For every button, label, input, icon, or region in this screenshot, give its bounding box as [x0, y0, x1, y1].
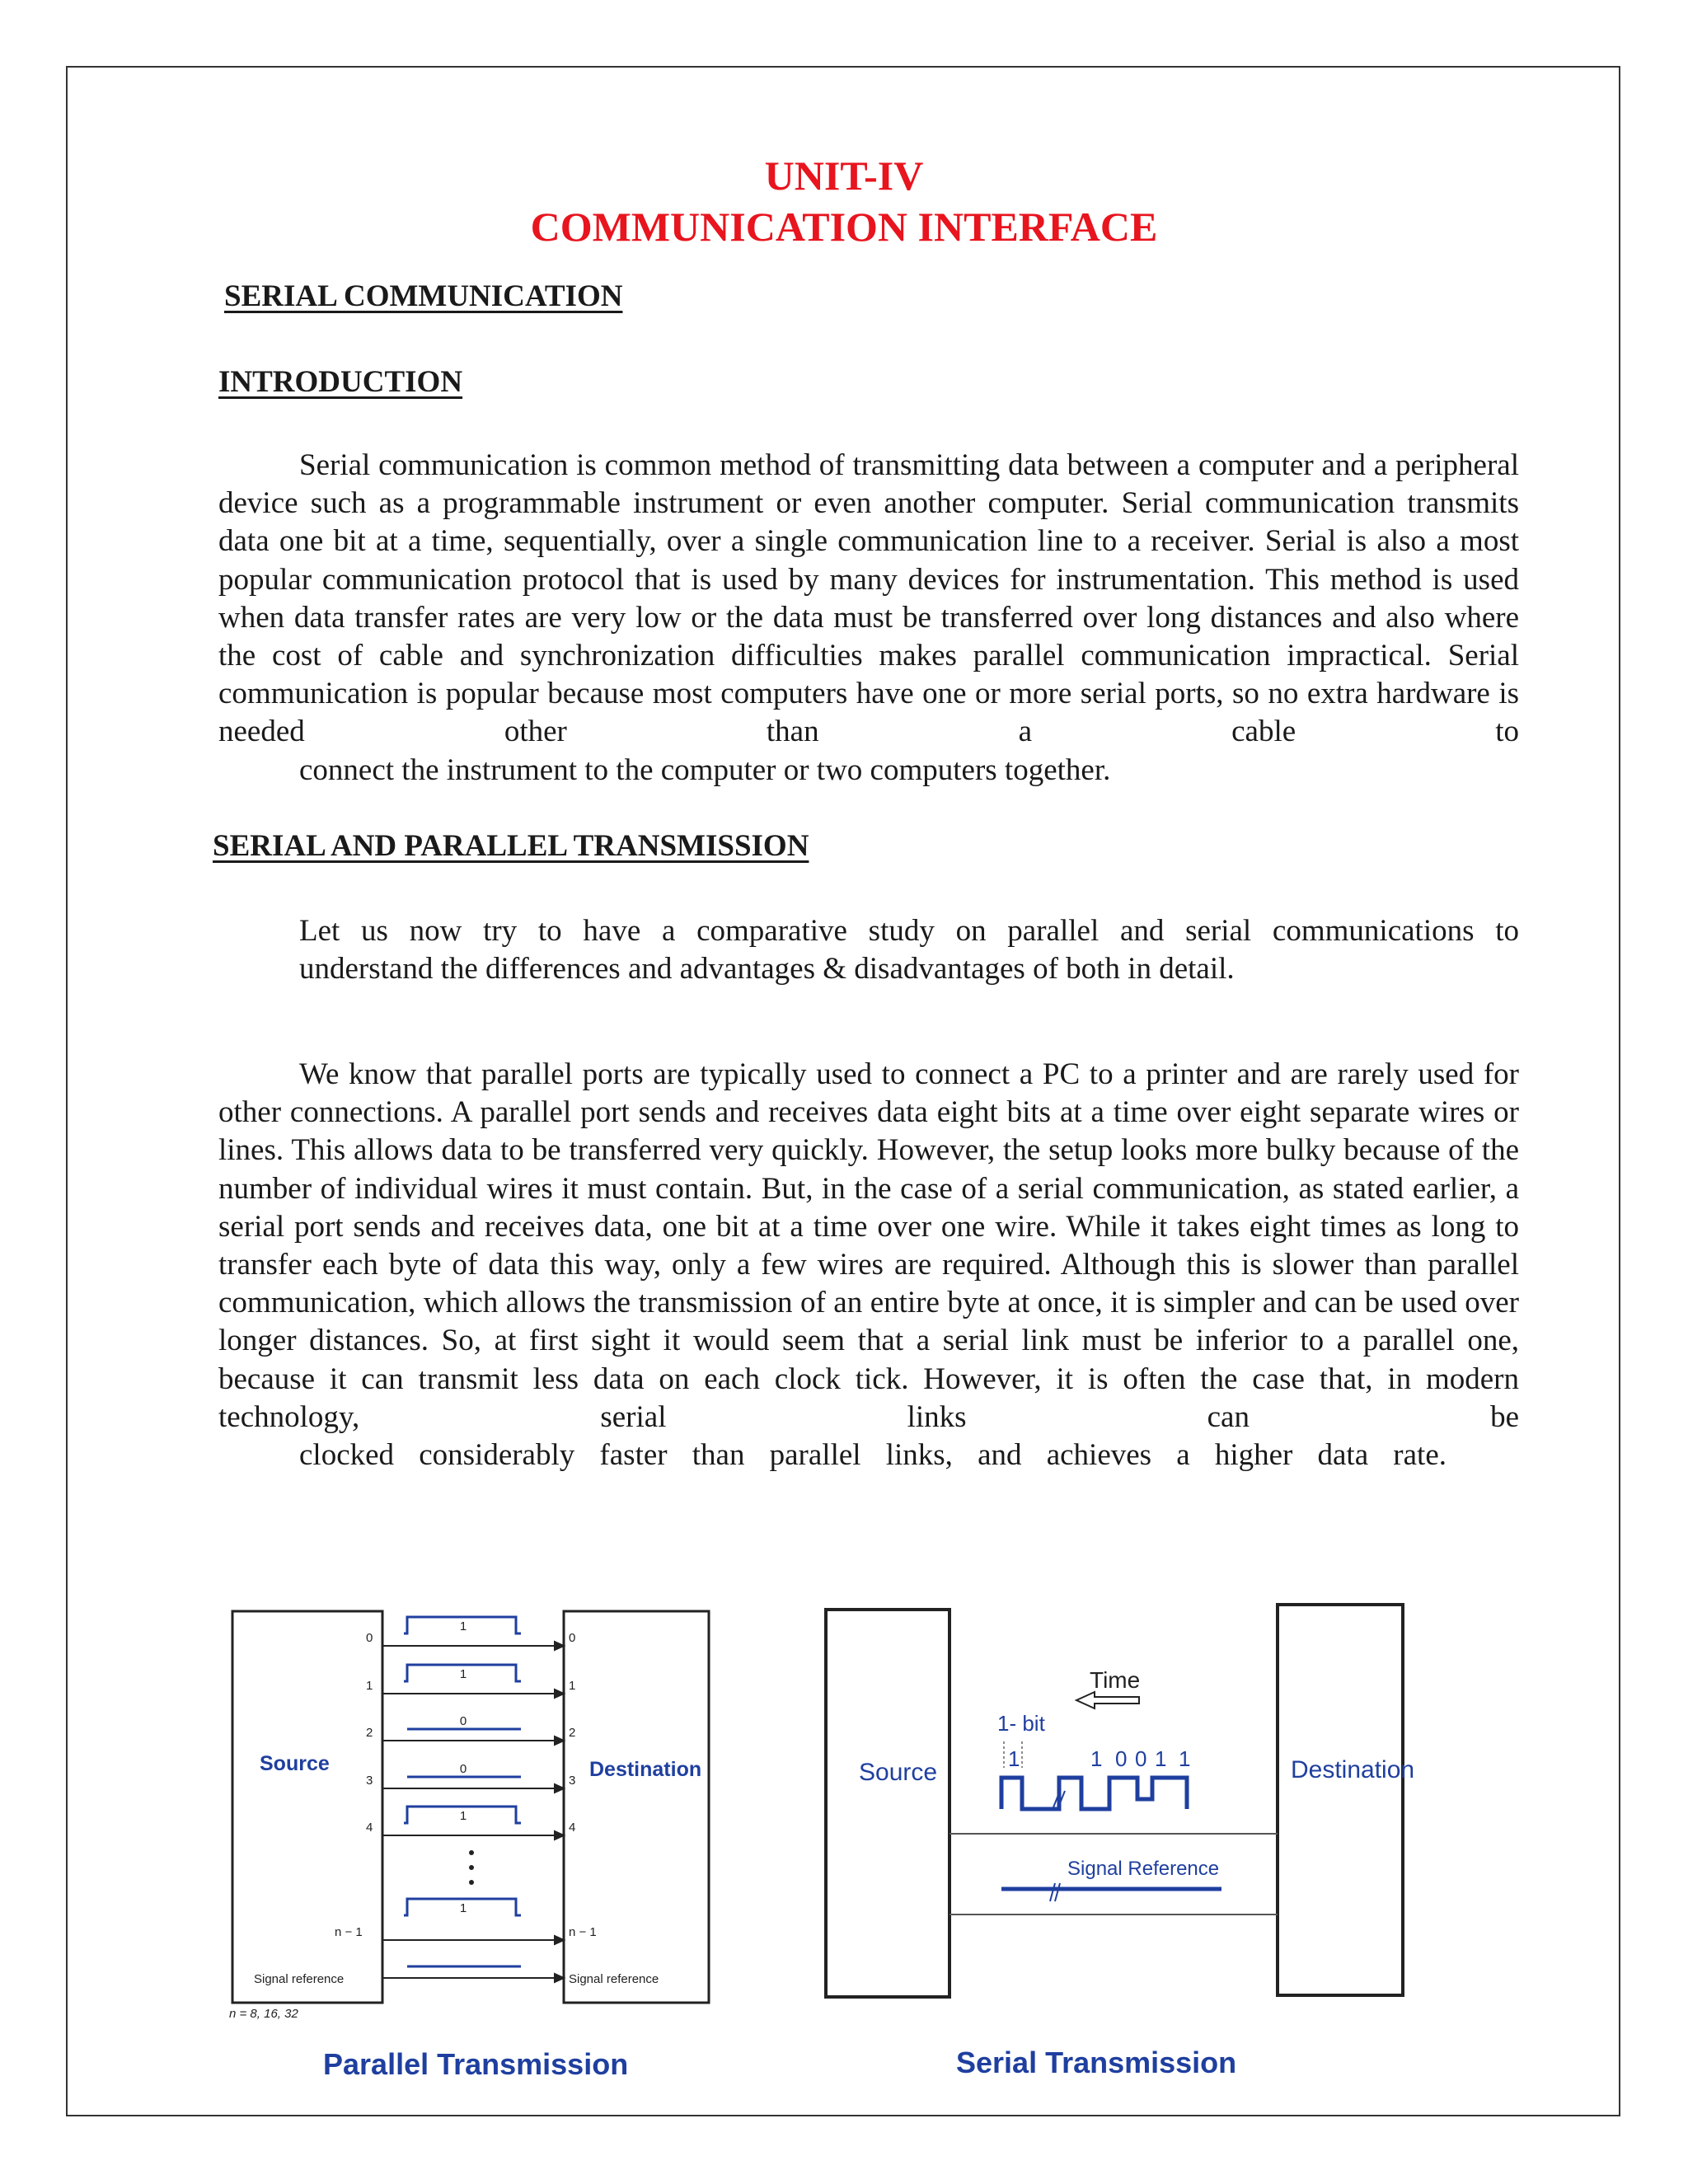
parallel-source-label: Source: [260, 1752, 330, 1775]
one-bit-label: 1- bit: [997, 1711, 1045, 1736]
intro-text: Serial communication is common method of transmitting data between a computer and a peripheral device such as a programmable instrument or even another computer. Serial communication transmits data one bit at a time, sequentially, over a single communication line to a receiver. Serial is also a most popular communication protocol that is used by many devices for instrumentation. This method is used when data transfer rates are very low or the data must be transferred over long distances and also where the cost of cable and synchronization difficulties makes parallel communication impractical. Serial communication is popular because most computers have one or more serial ports, so no extra hardware is needed other than a cable to: [218, 448, 1519, 749]
serial-bit-3: 0: [1135, 1746, 1147, 1771]
comparison-last-line: understand the differences and advantages & disadvantages of both in detail.: [299, 952, 1235, 987]
ports-text: We know that parallel ports are typically used to connect a PC to a printer and are rarely used for other connections. A parallel port sends and receives data eight bits at a time over eight separate wires or lines. This allows data to be transferred very quickly. However, the setup looks more bulky because of the number of individual wires it must contain. But, in the case of a serial communication, as stated earlier, a serial port sends and receives data, one bit at a time over one wire. While it takes eight times as long to transfer each byte of data this way, only a few wires are required. Although this is slower than parallel communication, which allows the transmission of an entire byte at once, it is simpler and can be used over longer distances. So, at first sight it would seem that a serial link must be inferior to a parallel one, because it can transmit less data on each clock tick. However, it is often the case that, in modern technology, serial links can be: [218, 1057, 1519, 1434]
time-label: Time: [1090, 1667, 1141, 1693]
serial-source-box: [826, 1610, 950, 1997]
src-line-4: 4: [366, 1821, 373, 1835]
bit-label-1: 1: [459, 1667, 467, 1681]
serial-bit-2: 0: [1115, 1746, 1128, 1771]
serial-waveform: [1001, 1778, 1187, 1809]
dst-line-4: 4: [569, 1821, 576, 1835]
serial-bit-4: 1: [1155, 1746, 1167, 1771]
parallel-destination-label: Destination: [589, 1758, 702, 1781]
serial-bit-1: 1: [1090, 1746, 1103, 1771]
bit-label-2: 0: [459, 1714, 467, 1728]
comparison-paragraph: [218, 912, 1519, 988]
src-line-2: 2: [366, 1726, 373, 1740]
dst-line-1: 1: [569, 1679, 576, 1693]
serial-bit-0: 1: [1008, 1746, 1020, 1771]
src-line-n: n − 1: [335, 1925, 363, 1939]
src-signal-reference: Signal reference: [254, 1972, 345, 1986]
ellipsis-dot: [469, 1880, 474, 1885]
serial-destination-box: [1278, 1605, 1403, 1995]
parallel-destination-box: [564, 1611, 709, 2003]
introduction-heading: INTRODUCTION: [218, 365, 463, 399]
serial-source-label: Source: [859, 1759, 938, 1786]
src-line-1: 1: [366, 1679, 373, 1693]
ellipsis-dot: [469, 1850, 474, 1855]
serial-communication-heading: SERIAL COMMUNICATION: [224, 279, 623, 313]
dst-line-0: 0: [569, 1631, 576, 1645]
ports-last-line: clocked considerably faster than parallel links, and achieves a higher data rate.: [299, 1438, 1447, 1473]
n-note: n = 8, 16, 32: [229, 2007, 298, 2021]
intro-paragraph: [218, 447, 1519, 790]
chapter-title: COMMUNICATION INTERFACE: [530, 204, 1158, 250]
serial-transmission-diagram: [816, 1595, 1418, 2007]
bit-label-0: 1: [459, 1619, 467, 1633]
unit-title: UNIT-IV: [764, 152, 924, 199]
signal-reference-label: Signal Reference: [1067, 1858, 1220, 1880]
serial-caption: Serial Transmission: [956, 2046, 1237, 2079]
dst-line-3: 3: [569, 1774, 576, 1788]
serial-destination-label: Destination: [1291, 1756, 1415, 1783]
src-line-0: 0: [366, 1631, 373, 1645]
src-line-3: 3: [366, 1774, 373, 1788]
parallel-caption: Parallel Transmission: [323, 2047, 629, 2081]
dst-line-n: n − 1: [569, 1925, 597, 1939]
comparison-text: Let us now try to have a comparative study on parallel and serial communications to: [299, 914, 1519, 948]
dst-line-2: 2: [569, 1726, 576, 1740]
parallel-source-box: [232, 1611, 382, 2003]
ellipsis-dot: [469, 1865, 474, 1870]
bit-label-3: 0: [459, 1762, 467, 1776]
dst-signal-reference: Signal reference: [569, 1972, 659, 1986]
intro-last-line: connect the instrument to the computer or two computers together.: [299, 752, 1111, 787]
ports-paragraph: [218, 1056, 1519, 1474]
bit-label-n: 1: [459, 1901, 467, 1915]
serial-parallel-heading: SERIAL AND PARALLEL TRANSMISSION: [213, 829, 809, 863]
time-arrow-icon: [1076, 1692, 1139, 1708]
parallel-transmission-diagram: [223, 1591, 717, 2027]
serial-bit-5: 1: [1179, 1746, 1191, 1771]
bit-label-4: 1: [459, 1809, 467, 1823]
